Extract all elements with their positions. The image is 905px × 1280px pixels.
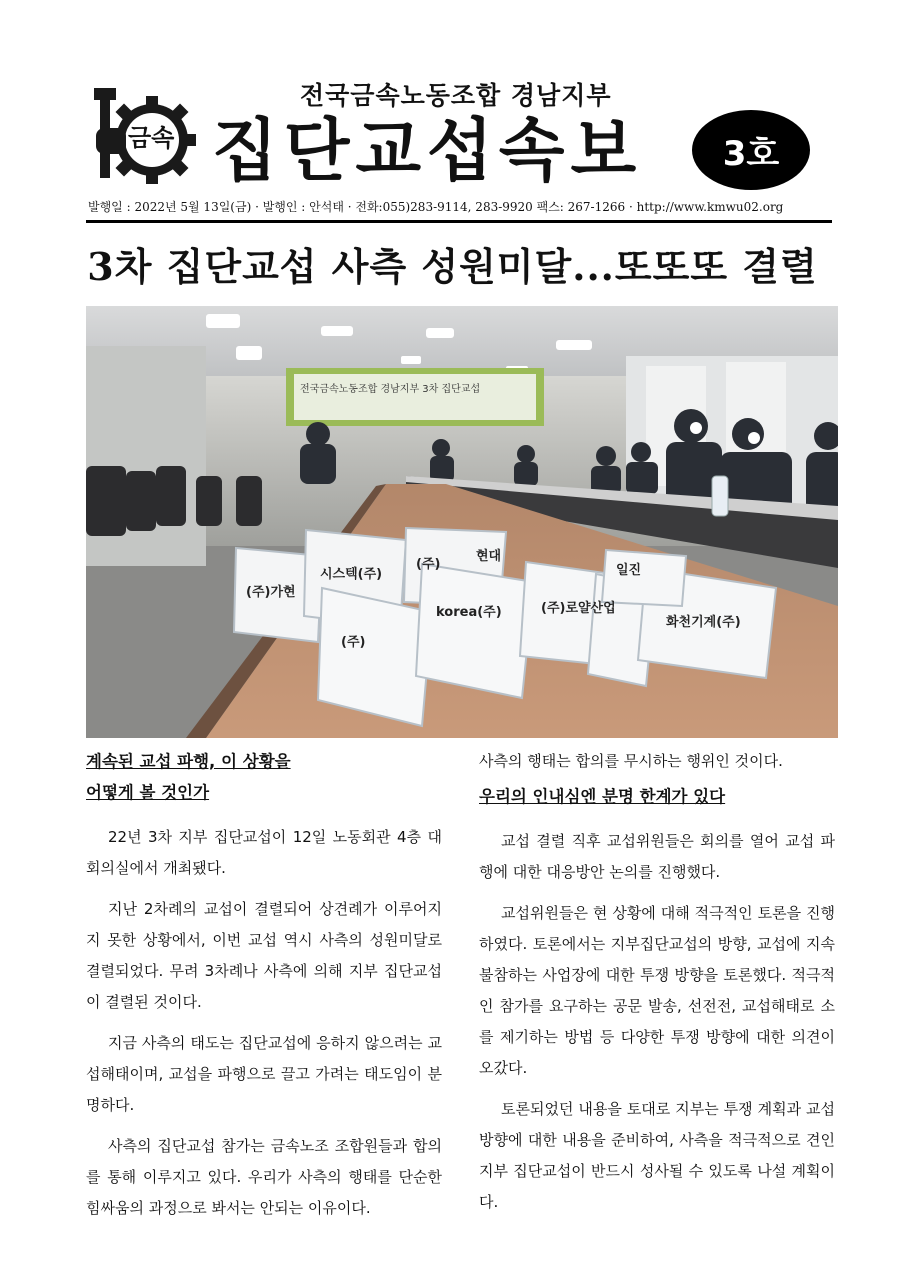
name-card-5: (주)로얄산업 <box>541 601 616 616</box>
name-card-2: 시스텍(주) <box>320 567 383 582</box>
banner-text: 전국금속노동조합 경남지부 3차 집단교섭 <box>300 384 481 395</box>
union-name: 전국금속노동조합 경남지부 <box>300 81 612 110</box>
name-card-4: 현대 <box>476 549 502 564</box>
paragraph: 토론되었던 내용을 토대로 지부는 투쟁 계획과 교섭 방향에 대한 내용을 준비하여, 사측을 적극적으로 견인 지부 집단교섭이 반드시 성사될 수 있도록 나설 계획이다. <box>479 1100 835 1211</box>
continued-paragraph: 사측의 행태는 합의를 무시하는 행위인 것이다. <box>479 752 783 770</box>
name-card-9: (주) <box>341 635 366 650</box>
paragraph: 지난 2차례의 교섭이 결렬되어 상견례가 이루어지지 못한 상황에서, 이번 교섭 역시 사측의 성원미달로 결렬되었다. 무려 3차례나 사측에 의해 지부 집단교섭이 결렬된 것이다. <box>86 900 442 1011</box>
paragraph: 교섭 결렬 직후 교섭위원들은 회의를 열어 교섭 파행에 대한 대응방안 논의를 진행했다. <box>479 832 835 881</box>
section-heading-1-line-2: 어떻게 볼 것인가 <box>86 783 210 802</box>
paragraph: 교섭위원들은 현 상황에 대해 적극적인 토론을 진행하였다. 토론에서는 지부집단교섭의 방향, 교섭에 지속 불참하는 사업장에 대한 투쟁 방향을 토론했다. 적극적인 참가를 요구하는 공문 발송, 선전전, 교섭해태로 소를 제기하는 방법 등 다양한 투쟁 방향에 대한 의견이 오갔다. <box>479 904 835 1077</box>
union-logo <box>92 88 202 188</box>
paragraph: 사측의 집단교섭 참가는 금속노조 조합원들과 합의를 통해 이루지고 있다. 우리가 사측의 행태를 단순한 힘싸움의 과정으로 봐서는 안되는 이유이다. <box>86 1137 442 1217</box>
section-heading-2: 우리의 인내심엔 분명 한계가 있다 <box>479 787 726 806</box>
paragraph: 지금 사측의 태도는 집단교섭에 응하지 않으려는 교섭해태이며, 교섭을 파행으로 끌고 가려는 태도임이 분명하다. <box>86 1034 442 1114</box>
issue-badge: 3호 <box>692 110 810 190</box>
name-card-3: (주) <box>416 557 441 572</box>
left-column <box>86 746 442 1224</box>
name-card-6: 화천기계(주) <box>666 615 741 630</box>
name-card-8: korea(주) <box>436 605 502 620</box>
paragraph: 22년 3차 지부 집단교섭이 12일 노동회관 4층 대회의실에서 개최됐다. <box>86 828 442 877</box>
section-heading-1-line-1: 계속된 교섭 파행, 이 상황을 <box>86 752 291 771</box>
publication-info: 발행일 : 2022년 5월 13일(금) · 발행인 : 안석태 · 전화:055)283-9114, 283-9920 팩스: 267-1266 · http://www.kmwu02.org <box>88 200 784 214</box>
masthead-divider <box>86 220 832 223</box>
newsletter-title: 집단교섭속보 <box>212 112 643 191</box>
name-card-1: (주)가현 <box>246 585 296 600</box>
meeting-photo <box>86 306 838 738</box>
name-card-7: 일진 <box>616 563 642 578</box>
right-column <box>479 746 835 1218</box>
logo-text: 금속 <box>128 124 175 152</box>
headline: 3차 집단교섭 사측 성원미달...또또또 결렬 <box>87 244 818 289</box>
